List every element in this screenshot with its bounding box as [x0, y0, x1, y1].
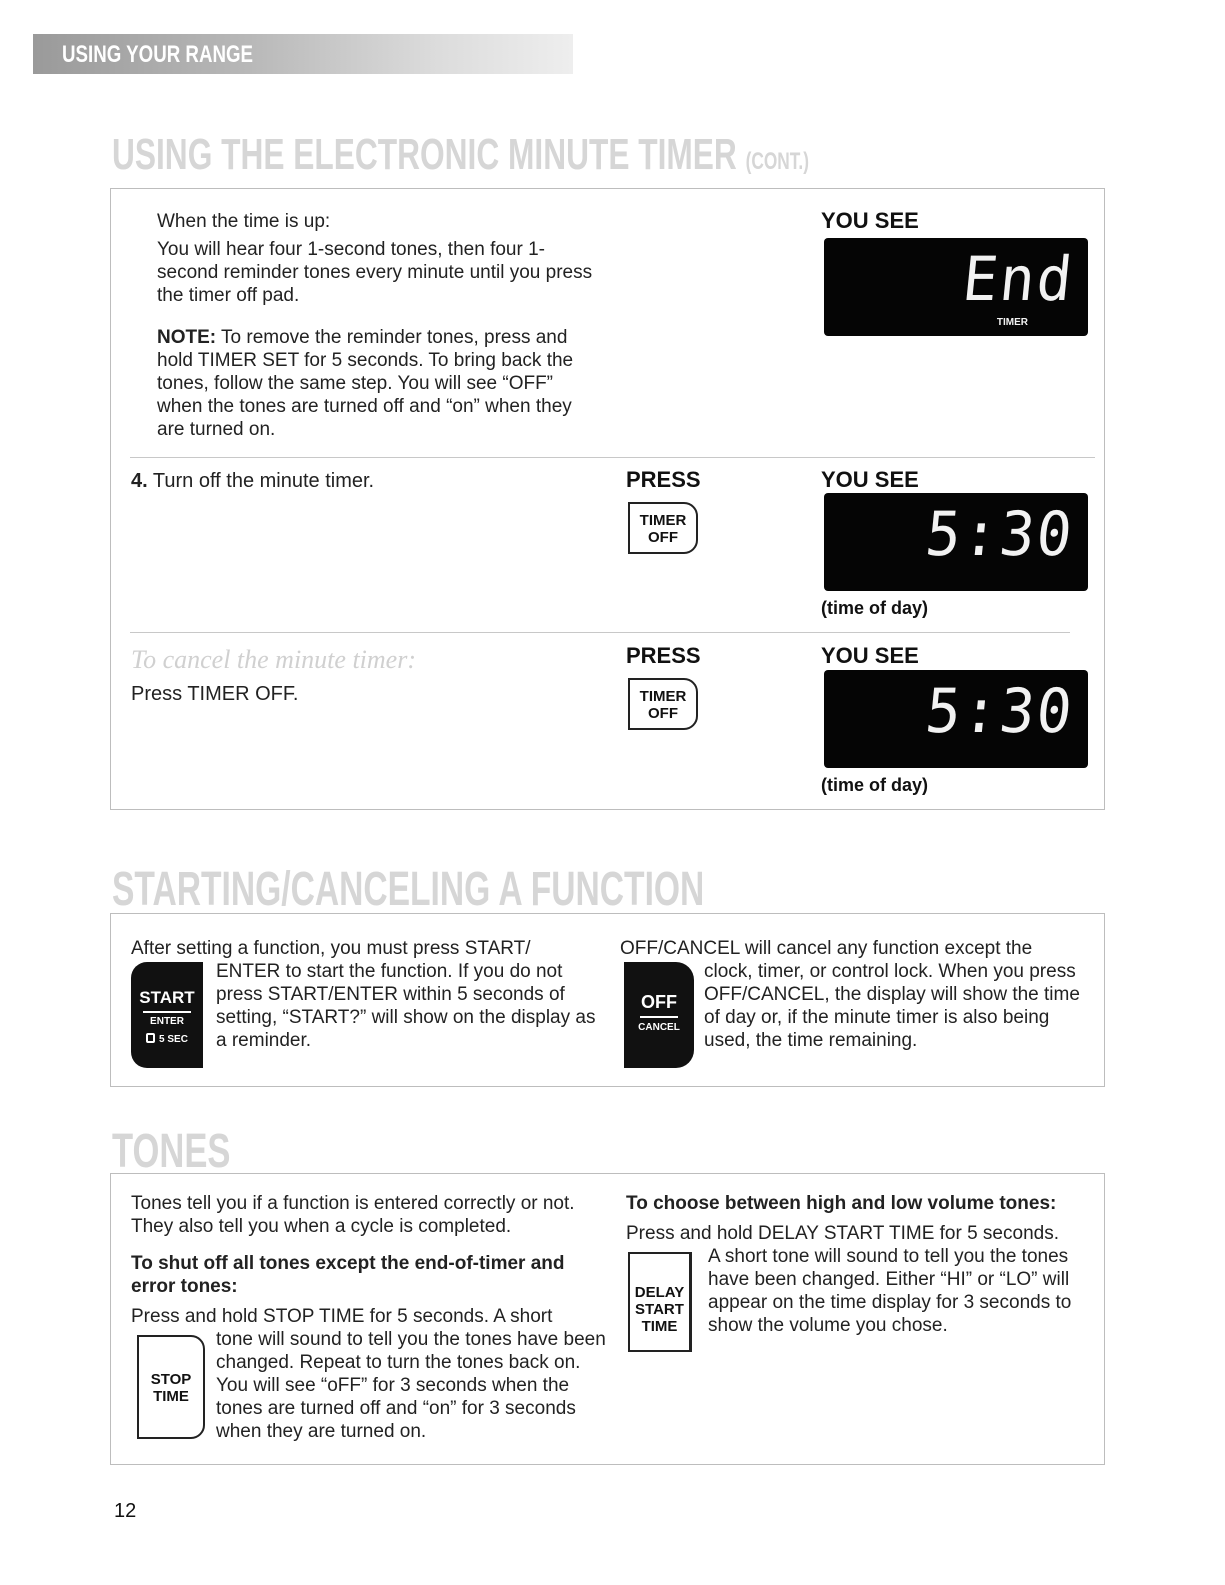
end-display-timer-label: TIMER — [996, 317, 1028, 328]
timer-section-title-text: USING THE ELECTRONIC MINUTE TIMER — [112, 130, 737, 179]
time-of-day-display — [824, 493, 1088, 591]
you-see-label: YOU SEE — [821, 208, 919, 233]
divider — [130, 457, 1095, 458]
off-cancel-key[interactable] — [624, 962, 694, 1068]
step-number: 4. — [131, 470, 148, 492]
stop-time-key[interactable] — [137, 1335, 205, 1439]
time-of-day-display — [824, 670, 1088, 768]
shutoff-tones-body: tone will sound to tell you the tones have been changed. Repeat to turn the tones back on. You will see “oFF” for 3 seconds when the tones are turned off and “on” for 3 seconds when they are turned on. — [216, 1329, 606, 1442]
note-body: To remove the reminder tones, press and hold TIMER SET for 5 seconds. To bring back the tones, follow the same step. You will see “OFF” when the tones are turned off and “on” when they are turned on. — [157, 327, 574, 440]
divider — [130, 632, 1070, 633]
end-display — [824, 238, 1088, 336]
timer-section-title-suffix: (CONT.) — [745, 148, 809, 175]
cancel-timer-text: Press TIMER OFF. — [131, 683, 299, 705]
shutoff-tones-first-line: Press and hold STOP TIME for 5 seconds. A short — [131, 1306, 553, 1327]
delay-key-line1: DELAY — [634, 1284, 685, 1301]
delay-start-time-key[interactable] — [628, 1252, 692, 1352]
timer-off-key-line1: TIMER — [639, 512, 687, 529]
volume-tones-heading: To choose between high and low volume tones: — [626, 1193, 1057, 1214]
start-text-body: ENTER to start the function. If you do not press START/ENTER within 5 seconds of setting, “START?” will show on the display as a reminder. — [216, 961, 596, 1051]
volume-tones-body: A short tone will sound to tell you the tones have been changed. Either “HI” or “LO” will appear on the time display for 3 seconds to show the volume you chose. — [708, 1246, 1072, 1336]
press-label: PRESS — [626, 643, 701, 668]
you-see-label: YOU SEE — [821, 643, 919, 668]
start-section-title: STARTING/CANCELING A FUNCTION — [112, 863, 705, 916]
end-display-text: End — [959, 243, 1078, 315]
start-text-first-line: After setting a function, you must press START/ — [131, 938, 531, 959]
cancel-text-first-line: OFF/CANCEL will cancel any function except the — [620, 938, 1033, 959]
header-band-label: USING YOUR RANGE — [62, 41, 254, 68]
lock-5-sec-label — [131, 1033, 203, 1045]
time-up-heading: When the time is up: — [157, 211, 331, 232]
timer-off-key-line1: TIMER — [639, 688, 687, 705]
time-of-day-caption: (time of day) — [821, 598, 929, 618]
start-key-label: START — [139, 988, 195, 1007]
lock-icon — [146, 1033, 155, 1043]
cancel-timer-heading: To cancel the minute timer: — [131, 645, 416, 674]
cancel-key-label: CANCEL — [638, 1022, 680, 1033]
timer-section-title — [112, 130, 809, 180]
press-label: PRESS — [626, 467, 701, 492]
off-key-label: OFF — [641, 992, 677, 1012]
time-of-day-display-text: 5:30 — [922, 498, 1078, 570]
stop-time-key-line1: STOP — [150, 1371, 192, 1388]
timer-off-key-line2: OFF — [648, 529, 678, 546]
delay-key-line2: START — [635, 1301, 684, 1318]
stop-time-key-line2: TIME — [153, 1388, 189, 1405]
five-sec-label: 5 SEC — [159, 1034, 188, 1045]
start-enter-key[interactable] — [131, 962, 203, 1068]
tones-intro: Tones tell you if a function is entered correctly or not. They also tell you when a cycle is completed. — [131, 1193, 575, 1237]
note-label: NOTE: — [157, 327, 217, 348]
volume-tones-first-line: Press and hold DELAY START TIME for 5 seconds. — [626, 1223, 1059, 1244]
time-up-body: You will hear four 1-second tones, then four 1-second reminder tones every minute until you press the timer off pad. — [157, 239, 593, 306]
timer-off-key-line2: OFF — [648, 705, 678, 722]
start-key-divider — [143, 1011, 191, 1013]
off-key-divider — [640, 1016, 678, 1018]
reminder-note — [157, 326, 597, 441]
tones-section-title: TONES — [112, 1125, 231, 1178]
timer-off-key[interactable] — [628, 502, 698, 554]
page-number: 12 — [114, 1500, 137, 1522]
time-of-day-caption: (time of day) — [821, 775, 929, 795]
step-text: Turn off the minute timer. — [152, 470, 375, 492]
delay-key-line3: TIME — [641, 1318, 678, 1335]
you-see-label: YOU SEE — [821, 467, 919, 492]
cancel-text-body: clock, timer, or control lock. When you press OFF/CANCEL, the display will show the time of day or, if the minute timer is also being used, the time remaining. — [704, 961, 1080, 1051]
enter-key-label: ENTER — [150, 1016, 184, 1027]
timer-off-key[interactable] — [628, 678, 698, 730]
step-4 — [131, 470, 591, 493]
time-of-day-display-text: 5:30 — [922, 675, 1078, 747]
shutoff-tones-heading: To shut off all tones except the end-of-timer and error tones: — [131, 1253, 565, 1297]
